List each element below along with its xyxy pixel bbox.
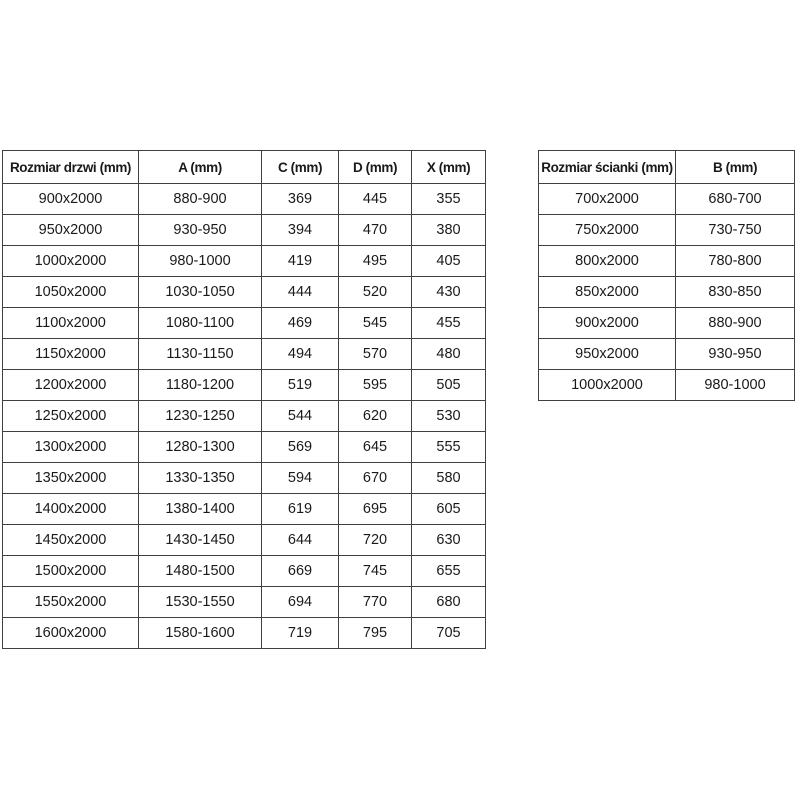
table-cell: 694 <box>262 587 339 618</box>
table-row <box>3 246 486 277</box>
table-cell: 850x2000 <box>539 277 676 308</box>
table-cell: 980-1000 <box>139 246 262 277</box>
table-cell: 430 <box>412 277 486 308</box>
table-row <box>539 277 795 308</box>
table-cell: 730-750 <box>676 215 795 246</box>
column-header: Rozmiar drzwi (mm) <box>3 151 139 184</box>
table-cell: 719 <box>262 618 339 649</box>
table-cell: 1530-1550 <box>139 587 262 618</box>
table-cell: 1500x2000 <box>3 556 139 587</box>
table-cell: 545 <box>339 308 412 339</box>
table-cell: 1550x2000 <box>3 587 139 618</box>
door-size-table-body <box>3 184 486 649</box>
table-cell: 1450x2000 <box>3 525 139 556</box>
table-cell: 1230-1250 <box>139 401 262 432</box>
table-cell: 530 <box>412 401 486 432</box>
table-cell: 800x2000 <box>539 246 676 277</box>
table-cell: 555 <box>412 432 486 463</box>
table-row <box>3 277 486 308</box>
table-cell: 900x2000 <box>539 308 676 339</box>
table-cell: 1030-1050 <box>139 277 262 308</box>
table-cell: 544 <box>262 401 339 432</box>
table-row <box>3 370 486 401</box>
table-cell: 405 <box>412 246 486 277</box>
table-row <box>3 215 486 246</box>
column-header: B (mm) <box>676 151 795 184</box>
table-row <box>3 556 486 587</box>
table-cell: 494 <box>262 339 339 370</box>
table-cell: 1000x2000 <box>539 370 676 401</box>
header-row <box>3 151 486 184</box>
table-cell: 1580-1600 <box>139 618 262 649</box>
table-cell: 1050x2000 <box>3 277 139 308</box>
table-cell: 770 <box>339 587 412 618</box>
table-cell: 1130-1150 <box>139 339 262 370</box>
table-cell: 520 <box>339 277 412 308</box>
table-cell: 930-950 <box>139 215 262 246</box>
table-cell: 720 <box>339 525 412 556</box>
table-cell: 1180-1200 <box>139 370 262 401</box>
table-cell: 1430-1450 <box>139 525 262 556</box>
column-header: Rozmiar ścianki (mm) <box>539 151 676 184</box>
table-cell: 980-1000 <box>676 370 795 401</box>
table-cell: 950x2000 <box>539 339 676 370</box>
table-cell: 705 <box>412 618 486 649</box>
table-cell: 695 <box>339 494 412 525</box>
table-row <box>3 184 486 215</box>
table-cell: 1480-1500 <box>139 556 262 587</box>
table-cell: 645 <box>339 432 412 463</box>
table-row <box>3 463 486 494</box>
table-cell: 470 <box>339 215 412 246</box>
table-cell: 780-800 <box>676 246 795 277</box>
table-cell: 1280-1300 <box>139 432 262 463</box>
table-row <box>3 432 486 463</box>
door-size-table-head <box>3 151 486 184</box>
table-cell: 700x2000 <box>539 184 676 215</box>
table-cell: 619 <box>262 494 339 525</box>
column-header: D (mm) <box>339 151 412 184</box>
table-row <box>539 215 795 246</box>
table-cell: 1330-1350 <box>139 463 262 494</box>
table-cell: 1350x2000 <box>3 463 139 494</box>
door-size-table <box>2 150 486 649</box>
table-cell: 394 <box>262 215 339 246</box>
table-cell: 880-900 <box>676 308 795 339</box>
table-cell: 469 <box>262 308 339 339</box>
table-row <box>3 587 486 618</box>
table-cell: 1000x2000 <box>3 246 139 277</box>
column-header: C (mm) <box>262 151 339 184</box>
table-cell: 580 <box>412 463 486 494</box>
table-cell: 594 <box>262 463 339 494</box>
table-cell: 480 <box>412 339 486 370</box>
table-cell: 505 <box>412 370 486 401</box>
table-cell: 1100x2000 <box>3 308 139 339</box>
table-cell: 455 <box>412 308 486 339</box>
table-row <box>3 401 486 432</box>
table-row <box>3 494 486 525</box>
wall-size-table-body <box>539 184 795 401</box>
table-row <box>3 525 486 556</box>
table-cell: 1150x2000 <box>3 339 139 370</box>
table-cell: 669 <box>262 556 339 587</box>
table-cell: 569 <box>262 432 339 463</box>
table-row <box>3 308 486 339</box>
wall-size-table-head <box>539 151 795 184</box>
table-row <box>3 339 486 370</box>
table-cell: 795 <box>339 618 412 649</box>
table-cell: 950x2000 <box>3 215 139 246</box>
table-cell: 419 <box>262 246 339 277</box>
table-cell: 900x2000 <box>3 184 139 215</box>
wall-size-table-container <box>538 150 795 401</box>
table-cell: 680-700 <box>676 184 795 215</box>
table-cell: 1080-1100 <box>139 308 262 339</box>
column-header: A (mm) <box>139 151 262 184</box>
table-cell: 1600x2000 <box>3 618 139 649</box>
table-cell: 1400x2000 <box>3 494 139 525</box>
table-cell: 519 <box>262 370 339 401</box>
table-cell: 445 <box>339 184 412 215</box>
table-cell: 495 <box>339 246 412 277</box>
table-cell: 1300x2000 <box>3 432 139 463</box>
table-cell: 620 <box>339 401 412 432</box>
table-cell: 444 <box>262 277 339 308</box>
wall-size-table <box>538 150 795 401</box>
door-size-table-container <box>2 150 486 649</box>
table-row <box>539 308 795 339</box>
table-row <box>3 618 486 649</box>
table-cell: 605 <box>412 494 486 525</box>
table-cell: 380 <box>412 215 486 246</box>
table-cell: 1380-1400 <box>139 494 262 525</box>
table-cell: 369 <box>262 184 339 215</box>
table-cell: 630 <box>412 525 486 556</box>
table-row <box>539 339 795 370</box>
table-cell: 570 <box>339 339 412 370</box>
table-cell: 750x2000 <box>539 215 676 246</box>
table-row <box>539 184 795 215</box>
table-cell: 680 <box>412 587 486 618</box>
table-cell: 644 <box>262 525 339 556</box>
table-cell: 1200x2000 <box>3 370 139 401</box>
table-cell: 355 <box>412 184 486 215</box>
table-cell: 830-850 <box>676 277 795 308</box>
table-row <box>539 370 795 401</box>
table-row <box>539 246 795 277</box>
table-cell: 880-900 <box>139 184 262 215</box>
table-cell: 595 <box>339 370 412 401</box>
table-cell: 930-950 <box>676 339 795 370</box>
table-cell: 670 <box>339 463 412 494</box>
header-row <box>539 151 795 184</box>
table-cell: 745 <box>339 556 412 587</box>
table-cell: 655 <box>412 556 486 587</box>
table-cell: 1250x2000 <box>3 401 139 432</box>
column-header: X (mm) <box>412 151 486 184</box>
